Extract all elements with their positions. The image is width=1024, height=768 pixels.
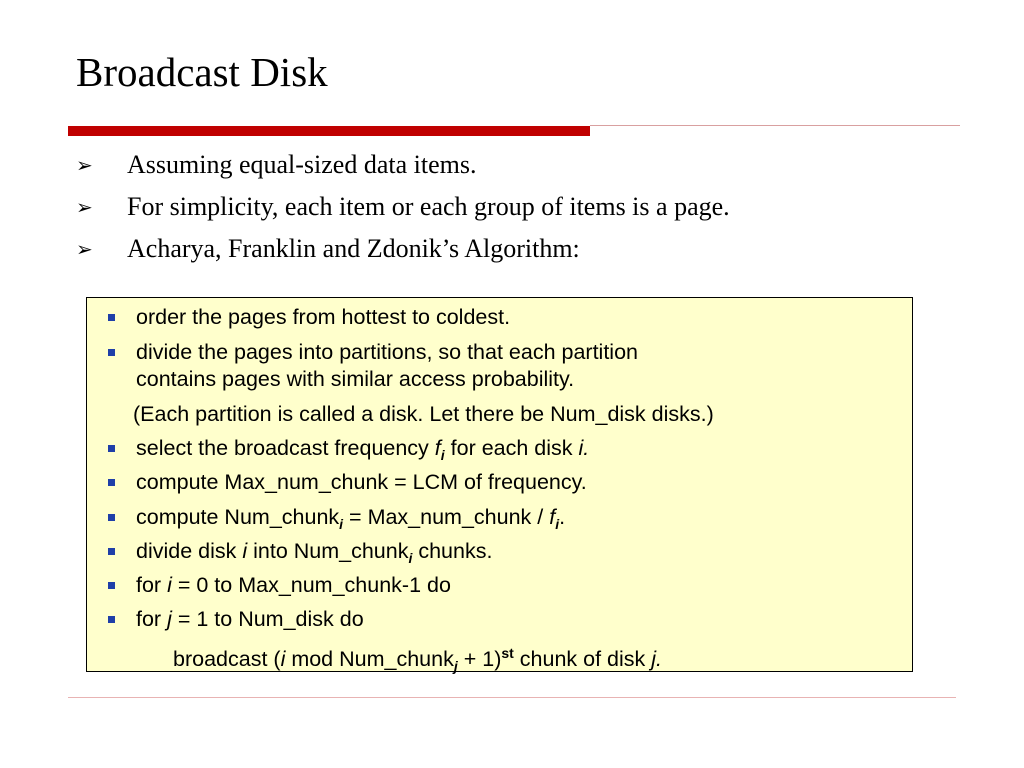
algorithm-step: order the pages from hottest to coldest. (136, 303, 510, 331)
square-bullet-icon (108, 445, 115, 452)
square-bullet-icon (108, 616, 115, 623)
algorithm-note: (Each partition is called a disk. Let there be Num_disk disks.) (133, 402, 714, 426)
square-bullet-icon (108, 314, 115, 321)
bullet-item (76, 190, 976, 232)
bullet-item (76, 232, 976, 274)
algorithm-step: compute Max_num_chunk = LCM of frequency. (136, 468, 587, 496)
bullet-text: Assuming equal-sized data items. (127, 150, 477, 179)
algorithm-step: compute Num_chunk$_i$ = Max_num_chunk / $f_i$. (136, 503, 565, 538)
square-bullet-icon (108, 582, 115, 589)
square-bullet-icon (108, 479, 115, 486)
algorithm-box (86, 297, 913, 672)
title-underline-bar (68, 126, 590, 136)
arrow-bullet-icon: ➢ (76, 195, 93, 219)
bullet-list (76, 148, 976, 274)
bullet-item (76, 148, 976, 190)
algorithm-step: select the broadcast frequency $f_i$ for each disk i. (136, 434, 589, 469)
algorithm-step: for j = 1 to Num_disk do (136, 605, 364, 633)
arrow-bullet-icon: ➢ (76, 153, 93, 177)
square-bullet-icon (108, 548, 115, 555)
algorithm-step: divide the pages into partitions, so that each partition (136, 338, 638, 366)
title-underline-thin (590, 125, 960, 126)
slide-title: Broadcast Disk (76, 49, 328, 95)
algorithm-step: divide disk i into Num_chunk$_i$ chunks. (136, 537, 492, 572)
square-bullet-icon (108, 514, 115, 521)
arrow-bullet-icon: ➢ (76, 237, 93, 261)
bullet-text: For simplicity, each item or each group of items is a page. (127, 192, 730, 221)
algorithm-step: for i = 0 to Max_num_chunk-1 do (136, 571, 451, 599)
square-bullet-icon (108, 349, 115, 356)
footer-rule (68, 697, 956, 698)
algorithm-step-continuation: contains pages with similar access probability. (136, 367, 575, 391)
bullet-text: Acharya, Franklin and Zdonik’s Algorithm: (127, 234, 580, 263)
algorithm-inner-step: broadcast (i mod Num_chunk$_j$ + 1)$^{st}$ chunk of disk j. (173, 645, 662, 674)
